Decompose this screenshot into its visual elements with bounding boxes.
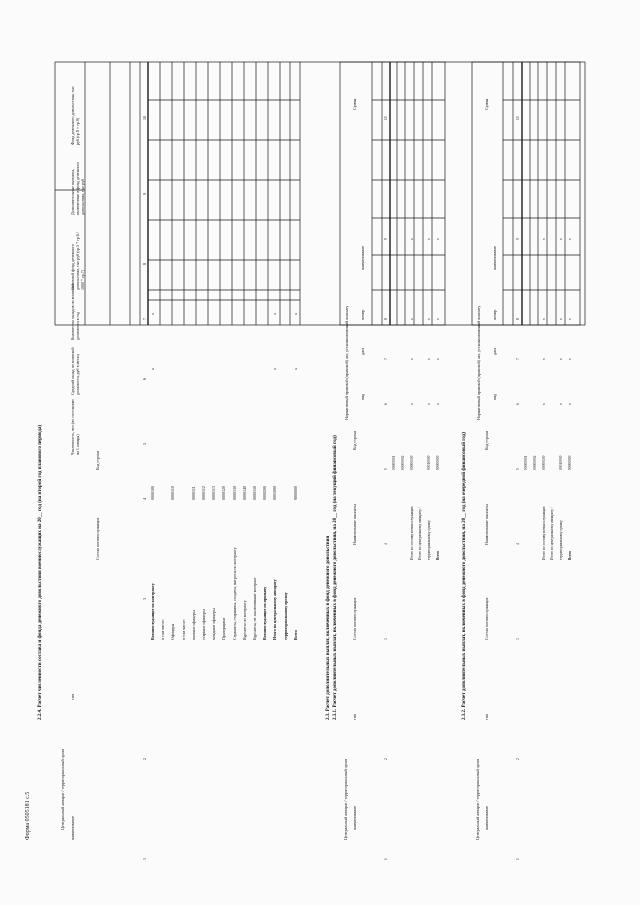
t1-row-label-text: в том числе: xyxy=(180,619,186,640)
t1-col-num-text: 10 xyxy=(142,116,147,120)
t1-row-code-text: 0000150 xyxy=(252,486,257,500)
t2-header-pay: Наименование выплаты xyxy=(352,504,357,545)
t2-col-num-text: 9 xyxy=(384,238,388,240)
t1-col-num-text: 4 xyxy=(142,498,147,500)
t2-header-act: Нормативный правовой (правовой) акт, устанавливающий выплату xyxy=(344,305,349,420)
t3-header-staff: Состав военнослужащих xyxy=(484,597,489,640)
t3-col-num xyxy=(516,640,576,700)
t1-row-code-text: 0000130 xyxy=(231,486,237,500)
t1-col-num-text: 1 xyxy=(142,858,147,860)
t1-row-label-text: Военнослужащие по контракту xyxy=(150,583,155,640)
t1-row-label-text: Прапорщики xyxy=(221,617,227,640)
t2-col-num xyxy=(384,320,444,380)
t1-row-code-text: 9000000 xyxy=(292,486,298,500)
t3-col-num xyxy=(516,760,576,820)
t3-row-x-text: x xyxy=(559,238,564,240)
t3-row-x-text: x xyxy=(541,318,546,320)
t1-col-num xyxy=(142,600,202,660)
t3-row-x-text: x xyxy=(568,238,572,240)
t3-col-num-text: 3 xyxy=(516,638,520,640)
t1-header-count: Численность, чел (по состоянию на 1 января) xyxy=(70,399,80,455)
section-23-title: 2.3. Расчет дополнительных выплат, включенных в фонд денежного довольствия xyxy=(326,535,331,720)
t1-col-num xyxy=(142,445,202,505)
t1-header-name: наименование xyxy=(70,815,75,840)
t1-row-label-text: Офицеры xyxy=(170,623,176,640)
t2-col-num-text: 3 xyxy=(384,638,388,640)
t3-row-x-text: x xyxy=(559,318,564,320)
t3-row-x-text: x xyxy=(541,403,546,405)
t3-row-x-text: x xyxy=(568,318,572,320)
t1-col-num xyxy=(142,500,202,560)
t3-col-num xyxy=(516,116,576,180)
t3-header-sum: Сумма xyxy=(484,98,489,110)
t3-header-act-name: наименование xyxy=(492,245,497,270)
t2-col-num xyxy=(384,640,444,700)
t2-row-label-text: Итого по центральному аппарату / xyxy=(418,507,423,560)
t1-col-num xyxy=(142,116,202,180)
t3-row-x-text: x xyxy=(559,358,564,360)
t2-header-date: дата xyxy=(360,347,365,355)
t2-col-num-text: 5 xyxy=(384,468,388,470)
t2-row-code-text: 00000100 xyxy=(409,455,414,470)
t2-row-x-text: x xyxy=(409,318,414,320)
t1-row-label xyxy=(292,630,353,700)
t1-row-label-text: старшие офицеры xyxy=(201,609,206,640)
t1-row-label-text: Итого по центральному аппарату xyxy=(272,579,278,640)
t2-row-code-text: 90000000 xyxy=(436,455,440,470)
t1-col-num xyxy=(142,265,202,325)
t1-header-type: тип xyxy=(70,693,75,700)
t3-row-label-text: территориальному органу xyxy=(559,520,564,560)
t2-row-x-text: x xyxy=(409,358,414,360)
t3-row-label xyxy=(568,551,628,620)
t2-col-num-text: 10 xyxy=(384,116,388,120)
t2-row-x xyxy=(436,320,496,380)
t3-row-code xyxy=(568,455,628,530)
t3-col-num-text: 5 xyxy=(516,468,520,470)
t3-row-x-text: x xyxy=(541,238,546,240)
t1-header-extra: Дополнительные выплаты, включенные в фонд денежного довольствия, тыс руб xyxy=(70,161,85,215)
t1-row-code-text: 0000140 xyxy=(241,486,247,500)
t3-row-x-text: x xyxy=(541,358,546,360)
section-232-title: 2.3.2. Расчет дополнительных выплат, включенных в фонд денежного довольствия, на 20__ год (на очередной финансовый год) xyxy=(462,432,467,720)
t3-row-code-text: 00000100 xyxy=(541,455,546,470)
t3-col-num xyxy=(516,320,576,380)
t1-col-num xyxy=(142,760,202,820)
t3-header-act: Нормативный правовой (правовой) акт, устанавливающий выплату xyxy=(476,305,481,420)
t2-row-x-text: x xyxy=(409,403,414,405)
t1-header-avg: Средний оклад по воинской должности, руб в месяц xyxy=(70,347,80,395)
t2-row-x-text: x xyxy=(436,318,440,320)
t3-row-x-text: x xyxy=(568,358,572,360)
form-code: Форма 0505181 с.5 xyxy=(25,791,31,840)
t2-row-x-text: x xyxy=(427,403,432,405)
t2-header-kind: вид xyxy=(360,393,365,400)
t3-col-num-text: 10 xyxy=(516,116,520,120)
t2-header-type: тип xyxy=(352,713,357,720)
t2-header-sum: Сумма xyxy=(352,98,357,110)
t2-row-x-text: x xyxy=(409,238,414,240)
t2-col-num-text: 7 xyxy=(384,358,388,360)
t1-row-code-text: 0000112 xyxy=(201,486,206,500)
t3-header-kind: вид xyxy=(492,393,497,400)
t1-row-code-text: 0000100 xyxy=(150,486,155,500)
t1-row-code-text: 0000110 xyxy=(170,486,176,500)
section-224-title: 2.2.4. Расчет численности состава и фонда денежного довольствия военнослужащих на 20__ год (на второй год планового периода) xyxy=(38,424,43,720)
section-231-title: 2.3.1. Расчет дополнительных выплат, включенных в фонд денежного довольствия, на 20__ год (на текущий финансовый год) xyxy=(333,435,338,720)
t1-col-num-text: 6 xyxy=(142,378,147,380)
t2-row-x-text: x xyxy=(436,238,440,240)
t1-col-num xyxy=(142,195,202,255)
t1-row-label-text: Всего xyxy=(292,630,298,640)
t3-row-code-text: 00000002 xyxy=(532,455,537,470)
t3-row-code-text: 90000000 xyxy=(568,455,572,470)
t2-col-num-text: 6 xyxy=(384,403,388,405)
t1-row-x7-text: x xyxy=(272,313,278,315)
t1-row-code-text: 0000120 xyxy=(221,486,227,500)
t2-row-label-text: территориальному органу xyxy=(427,520,432,560)
t2-row-code-text: 00000002 xyxy=(400,455,405,470)
t3-col-num xyxy=(516,470,576,530)
t3-row-label-text: Итого по центральному аппарату / xyxy=(550,507,555,560)
t3-row-label-text: Всего xyxy=(568,551,572,560)
t2-header-code: Код строки xyxy=(352,430,357,450)
t3-col-num-text: 7 xyxy=(516,358,520,360)
t2-row-code-text: 00010000 xyxy=(427,455,432,470)
t2-header-name: наименование xyxy=(352,805,357,830)
t1-row-code-text: 0000111 xyxy=(190,486,196,500)
t3-col-num xyxy=(516,545,576,605)
t3-col-num-text: 9 xyxy=(516,238,520,240)
t2-header-staff: Состав военнослужащих xyxy=(352,597,357,640)
t1-row-x6-text: x xyxy=(272,368,278,370)
t1-row-code-text: 0000113 xyxy=(211,486,217,500)
t2-row-code-text: 00000001 xyxy=(392,455,396,470)
t2-header-no: номер xyxy=(360,309,365,320)
t1-row-label-text: Курсанты, не заключившие контракт xyxy=(252,577,257,640)
t3-col-num xyxy=(516,240,576,300)
t1-col-num-text: 8 xyxy=(142,263,147,265)
t2-col-num-text: 4 xyxy=(384,543,388,545)
t3-col-num-text: 4 xyxy=(516,543,520,545)
t1-row-x7-text: x xyxy=(150,313,155,315)
t2-row-x-text: x xyxy=(427,318,432,320)
t1-row-label-text: Военнослужащие по призыву xyxy=(262,586,268,640)
t1-row-label-text: младшие офицеры xyxy=(211,608,217,640)
t1-row-code-text: 0000200 xyxy=(262,486,268,500)
t3-col-num-text: 1 xyxy=(516,858,520,860)
t2-row-x-text: x xyxy=(436,403,440,405)
t2-row-x-text: x xyxy=(436,358,440,360)
t1-header-code: Код строки xyxy=(95,450,100,470)
t2-col-num-text: 2 xyxy=(384,758,388,760)
t1-row-label-text: в том числе: xyxy=(160,619,166,640)
t1-row-code-text: 0001000 xyxy=(272,486,278,500)
t3-header-type: тип xyxy=(484,713,489,720)
t3-row-label-text: Итого по составу военнослужащих xyxy=(541,506,546,560)
t3-row-x xyxy=(568,320,628,380)
t2-col-num-text: 1 xyxy=(384,858,388,860)
t3-header-code: Код строки xyxy=(484,430,489,450)
t1-col-num-text: 9 xyxy=(142,193,147,195)
t1-row-label-text: Курсанты по контракту xyxy=(241,600,247,640)
t1-row-x7-text: x xyxy=(292,313,298,315)
t1-header-staff: Состав военнослужащих xyxy=(95,517,100,560)
t2-row-x-text: x xyxy=(427,238,432,240)
t2-row-x xyxy=(436,240,496,300)
t1-col-num xyxy=(142,380,202,440)
t1-row-label-text: территориальному органу xyxy=(282,592,288,640)
t2-col-num-text: 8 xyxy=(384,318,388,320)
t3-header-no: номер xyxy=(492,309,497,320)
t3-col-num-text: 2 xyxy=(516,758,520,760)
t2-col-num xyxy=(384,240,444,300)
t3-col-num-text: 6 xyxy=(516,403,520,405)
t3-row-x-text: x xyxy=(559,403,564,405)
t3-row-code-text: 00000001 xyxy=(524,455,528,470)
t1-row-label-text: высшие офицеры xyxy=(190,610,196,640)
t1-row-code xyxy=(292,486,353,560)
t3-row-code-text: 00010000 xyxy=(559,455,564,470)
t1-header-total: Фонд денежного довольствия, тыс руб (гр.8 + гр.9) xyxy=(70,86,80,145)
t1-col-num-text: 5 xyxy=(142,443,147,445)
t2-row-x-text: x xyxy=(427,358,432,360)
t1-col-num-text: 3 xyxy=(142,598,147,600)
t2-col-num xyxy=(384,116,444,180)
t3-col-num-text: 8 xyxy=(516,318,520,320)
t3-header-date: дата xyxy=(492,347,497,355)
t3-row-x-text: x xyxy=(568,403,572,405)
t1-col-num xyxy=(142,320,202,380)
t2-row-label-text: Всего xyxy=(436,551,440,560)
t1-row-label-text: Сержанты, старшины, солдаты, матросы по контракту xyxy=(231,547,237,640)
t2-col-num xyxy=(384,545,444,605)
t1-header-fund: Основной фонд денежного довольствия, тыс руб (гр.5 * гр.6 / 1000 * гр.7) xyxy=(70,232,85,290)
t1-row-x6-text: x xyxy=(150,368,155,370)
t2-header-act-name: наименование xyxy=(360,245,365,270)
t3-col-num xyxy=(516,860,576,920)
t2-col-num xyxy=(384,860,444,920)
t2-row-label-text: Итого по составу военнослужащих xyxy=(409,506,414,560)
t3-row-x xyxy=(568,240,628,300)
t2-col-num xyxy=(384,760,444,820)
t3-header-pay: Наименование выплаты xyxy=(484,504,489,545)
t1-col-num-text: 7 xyxy=(142,318,147,320)
t2-header-org: Центральный аппарат / территориальный орган xyxy=(343,758,348,840)
t1-header-qty: Количество окладов по воинской должности в год xyxy=(70,283,80,340)
t1-col-num xyxy=(142,860,202,920)
t1-col-num-text: 2 xyxy=(142,758,147,760)
t3-header-name: наименование xyxy=(484,805,489,830)
t2-col-num xyxy=(384,470,444,530)
t1-header-org: Центральный аппарат / территориальный орган xyxy=(60,748,65,830)
t3-header-org: Центральный аппарат / территориальный орган xyxy=(475,758,480,840)
t1-row-x6-text: x xyxy=(292,368,298,370)
